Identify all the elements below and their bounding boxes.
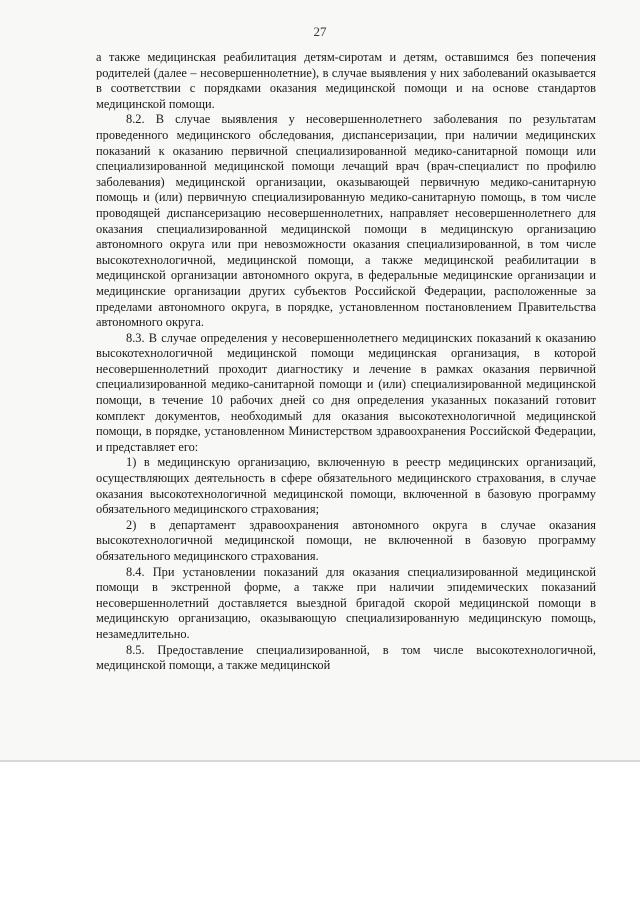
list-item-1: 1) в медицинскую организацию, включенную в реестр медицинских организаций, осуществляющих деятельность в сфере обязательного медицинского страхования, в случае оказания высокотехнологичной медицинской помощи, включенной в базовую программу обязательного медицинского страхования; bbox=[96, 455, 596, 517]
paragraph-8-5: 8.5. Предоставление специализированной, в том числе высокотехнологичной, медицинской помощи, а также медицинской bbox=[96, 642, 596, 673]
sheet-bottom-edge bbox=[0, 760, 640, 762]
page-number: 27 bbox=[313, 24, 327, 39]
paragraph-8-3: 8.3. В случае определения у несовершеннолетнего медицинских показаний к оказанию высокотехнологичной медицинской помощи медицинская организация, в которой несовершеннолетний проходит диагностику и лечение в рамках оказания первичной специализированной медико-санитарной помощи и (или) специализированной медицинской помощи, в течение 10 рабочих дней со дня определения указанных показаний готовит комплект документов, необходимый для оказания высокотехнологичной медицинской помощи, в порядке, установленном Министерством здравоохранения Российской Федерации, и представляет его: bbox=[96, 330, 596, 454]
paragraph-continuation: а также медицинская реабилитация детям-сиротам и детям, оставшимся без попечения родителей (далее – несовершеннолетние), в случае выявления у них заболеваний оказывается в соответствии с порядками оказания медицинской помощи и на основе стандартов медицинской помощи. bbox=[96, 50, 596, 111]
list-item-2: 2) в департамент здравоохранения автономного округа в случае оказания высокотехнологичной медицинской помощи, не включенной в базовую программу обязательного медицинского страхования. bbox=[96, 517, 596, 563]
paragraph-8-2: 8.2. В случае выявления у несовершеннолетнего заболевания по результатам проведенного медицинского обследования, диспансеризации, при наличии медицинских показаний к оказанию первичной специализированной медико-санитарной помощи или специализированной медицинской помощи лечащий врач (врач-специалист по профилю заболевания) медицинской организации, оказывающей первичную медико-санитарную помощь и (или) первичную специализированную медико-санитарную помощь, в том числе проводящей диспансеризацию несовершеннолетних, направляет несовершеннолетнего для оказания специализированной медицинской помощи в медицинскую организацию автономного округа или при невозможности оказания специализированной, в том числе высокотехнологичной, медицинской помощи, а также медицинской реабилитации в медицинской организации автономного округа, в федеральные медицинские организации и медицинские организации других субъектов Российской Федерации, расположенные за пределами автономного округа, в порядке, установленном постановлением Правительства автономного округа. bbox=[96, 112, 596, 330]
document-body bbox=[96, 50, 596, 674]
paragraph-8-4: 8.4. При установлении показаний для оказания специализированной медицинской помощи в экстренной форме, а также при наличии эпидемических показаний несовершеннолетний доставляется выездной бригадой скорой медицинской помощи в медицинскую организацию, оказывающую специализированную медицинскую помощь, незамедлительно. bbox=[96, 564, 596, 641]
